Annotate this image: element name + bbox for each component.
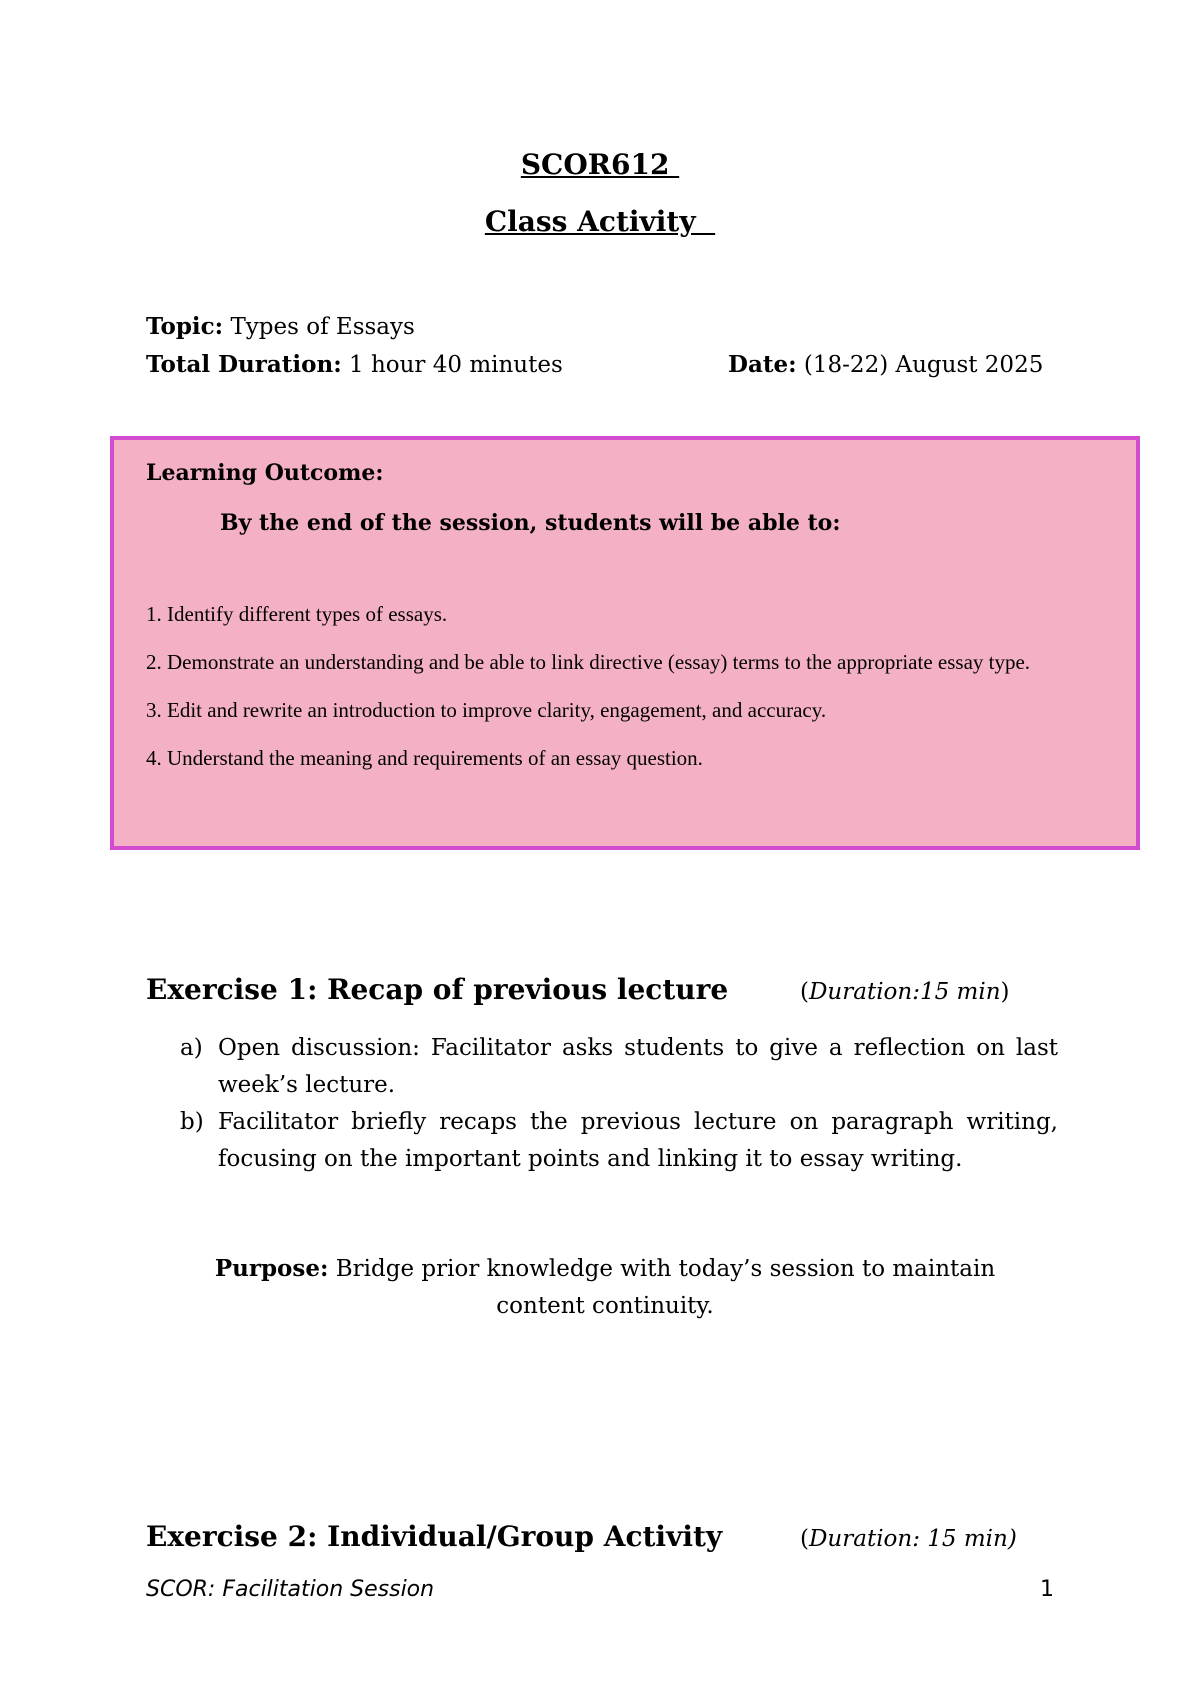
exercise-1-list (180, 1030, 1058, 1178)
learning-outcome-heading: Learning Outcome: (146, 460, 384, 486)
outcome-item: 2. Demonstrate an understanding and be able to link directive (essay) terms to the appropriate essay type. (146, 650, 1031, 674)
list-marker: b) (180, 1109, 204, 1135)
page-number: 1 (1040, 1577, 1054, 1602)
learning-outcome-intro: By the end of the session, students will be able to: (220, 510, 841, 536)
list-marker: a) (180, 1035, 203, 1061)
list-item-text: Facilitator briefly recaps the previous lecture on paragraph writing, focusing on the important points and linking it to essay writing. (218, 1109, 1058, 1172)
purpose-label: Purpose: (214, 1255, 329, 1282)
footer-label: SCOR: Facilitation Session (146, 1577, 435, 1602)
duration-close-paren: ) (1000, 979, 1010, 1005)
topic-value: Types of Essays (223, 314, 415, 340)
exercise-1-item (180, 1030, 1058, 1104)
exercise-2-heading: Exercise 2: Individual/Group Activity (146, 1520, 723, 1553)
course-code: SCOR612 (520, 148, 680, 181)
outcome-item: 1. Identify different types of essays. (146, 602, 448, 626)
exercise-1-item (180, 1104, 1058, 1178)
exercise-1-duration (800, 979, 1010, 1005)
date-value: (18-22) August 2025 (796, 352, 1044, 378)
date-line (728, 351, 1043, 378)
duration-value: 1 hour 40 minutes (341, 352, 563, 378)
topic-line (146, 313, 415, 340)
outcome-item: 3. Edit and rewrite an introduction to improve clarity, engagement, and accuracy. (146, 698, 827, 722)
duration-label: Total Duration: (146, 351, 342, 378)
learning-outcome-box (110, 436, 1140, 850)
duration-open-paren: ( (800, 1526, 809, 1552)
outcome-item: 4. Understand the meaning and requirements of an essay question. (146, 746, 703, 770)
duration-line (146, 351, 563, 378)
purpose-text: Bridge prior knowledge with today’s session to maintain content continuity. (328, 1256, 996, 1319)
duration-text: Duration: 15 min) (808, 1526, 1017, 1552)
exercise-2-duration (800, 1526, 1017, 1552)
duration-text: Duration:15 min (808, 979, 1001, 1005)
topic-label: Topic: (146, 313, 224, 340)
duration-open-paren: ( (800, 979, 809, 1005)
list-item-text: Open discussion: Facilitator asks students to give a reflection on last week’s lecture. (218, 1035, 1058, 1098)
learning-outcome-list (146, 598, 1096, 790)
date-label: Date: (728, 351, 797, 378)
exercise-1-heading: Exercise 1: Recap of previous lecture (146, 973, 729, 1006)
exercise-1-purpose (170, 1250, 1040, 1325)
document-title: Class Activity (484, 205, 716, 238)
